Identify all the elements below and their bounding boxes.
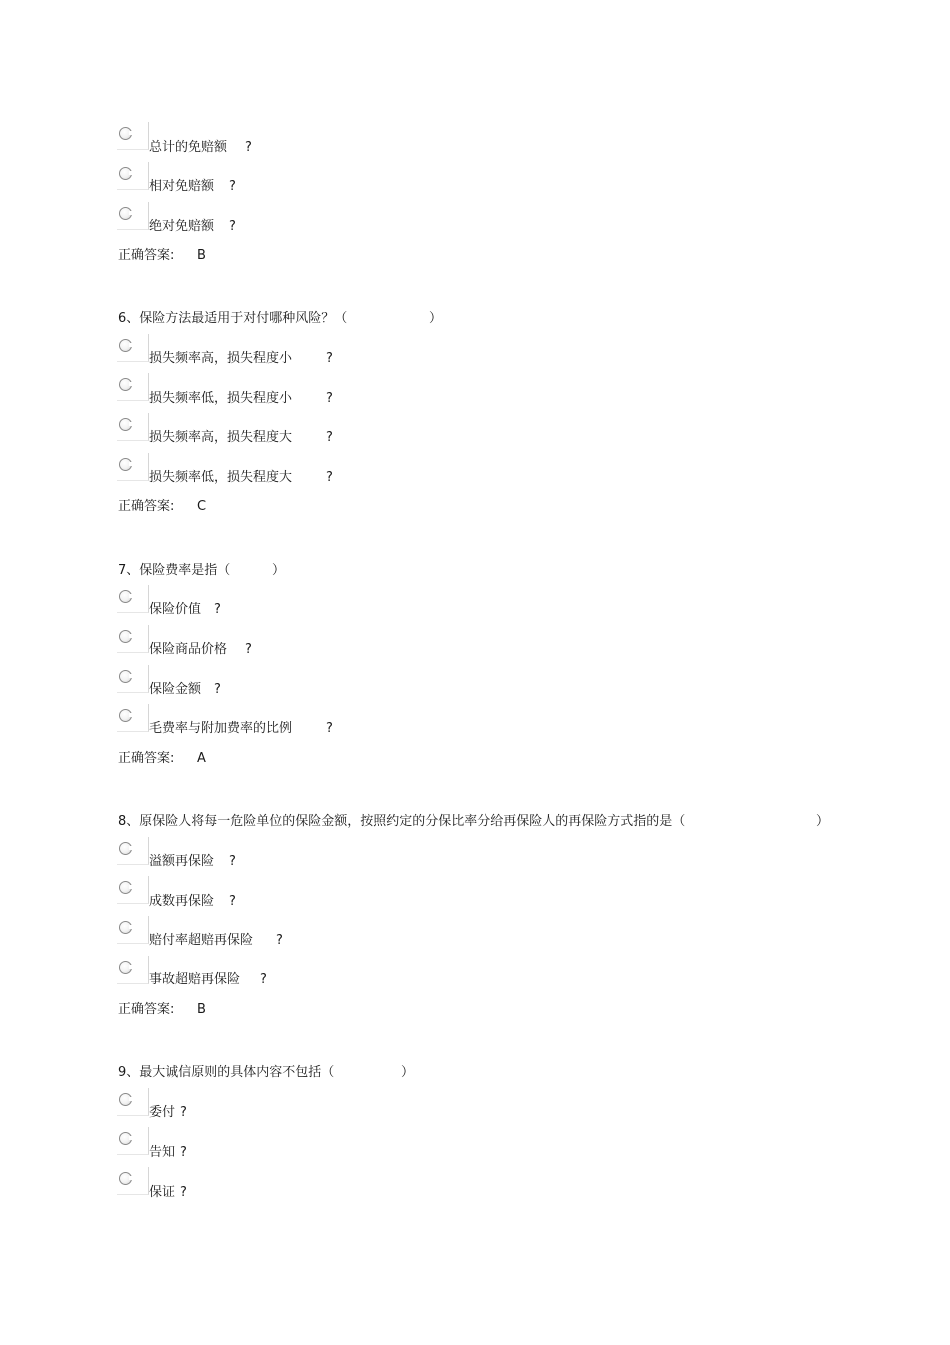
option-text: 损失频率高，损失程度大 (149, 430, 293, 445)
question-close-paren: ） (272, 563, 286, 578)
option-mark: ? (326, 391, 333, 406)
answer-value: B (197, 1002, 206, 1017)
option-radio[interactable] (117, 453, 149, 481)
radio-circle-icon (119, 378, 132, 391)
radio-circle-icon (119, 1132, 132, 1145)
option-text: 总计的免赔额 (149, 140, 228, 155)
option-text: 损失频率低，损失程度小 (149, 391, 293, 406)
option-radio[interactable] (117, 916, 149, 944)
option-mark: ? (180, 1145, 187, 1160)
radio-circle-icon (119, 339, 132, 352)
question-close-paren: ） (816, 814, 830, 829)
option-text: 相对免赔额 (149, 179, 215, 194)
answer-value: B (197, 248, 206, 263)
option-radio[interactable] (117, 413, 149, 441)
option-mark: ? (326, 430, 333, 445)
option-text: 保险价值 (149, 602, 202, 617)
option-text: 绝对免赔额 (149, 219, 215, 234)
answer-value: C (197, 499, 207, 514)
option-text: 事故超赔再保险 (149, 972, 241, 987)
question-text: 6、保险方法最适用于对付哪种风险？（ (118, 311, 348, 326)
radio-circle-icon (119, 167, 132, 180)
radio-circle-icon (119, 418, 132, 431)
radio-circle-icon (119, 1172, 132, 1185)
option-radio[interactable] (117, 202, 149, 230)
radio-circle-icon (119, 1093, 132, 1106)
option-mark: ? (276, 933, 283, 948)
option-mark: ? (180, 1105, 187, 1120)
option-radio[interactable] (117, 625, 149, 653)
option-text: 毛费率与附加费率的比例 (149, 721, 293, 736)
option-text: 成数再保险 (149, 894, 215, 909)
option-radio[interactable] (117, 1088, 149, 1116)
radio-circle-icon (119, 670, 132, 683)
option-mark: ? (229, 854, 236, 869)
radio-circle-icon (119, 842, 132, 855)
answer-label: 正确答案: (118, 248, 175, 263)
option-radio[interactable] (117, 373, 149, 401)
option-radio[interactable] (117, 876, 149, 904)
option-mark: ? (326, 721, 333, 736)
radio-circle-icon (119, 961, 132, 974)
option-radio[interactable] (117, 837, 149, 865)
option-radio[interactable] (117, 585, 149, 613)
radio-circle-icon (119, 630, 132, 643)
option-mark: ? (326, 470, 333, 485)
option-mark: ? (180, 1185, 187, 1200)
answer-label: 正确答案: (118, 499, 175, 514)
option-radio[interactable] (117, 1167, 149, 1195)
option-text: 委付 (149, 1105, 176, 1120)
option-text: 赔付率超赔再保险 (149, 933, 254, 948)
option-radio[interactable] (117, 665, 149, 693)
answer-value: A (197, 751, 206, 766)
option-mark: ? (245, 140, 252, 155)
option-mark: ? (229, 179, 236, 194)
option-text: 损失频率低，损失程度大 (149, 470, 293, 485)
option-mark: ? (260, 972, 267, 987)
radio-circle-icon (119, 921, 132, 934)
option-mark: ? (214, 682, 221, 697)
question-text: 7、保险费率是指（ (118, 563, 231, 578)
option-mark: ? (229, 219, 236, 234)
option-text: 损失频率高，损失程度小 (149, 351, 293, 366)
option-radio[interactable] (117, 162, 149, 190)
option-text: 告知 (149, 1145, 176, 1160)
option-text: 保险商品价格 (149, 642, 228, 657)
answer-label: 正确答案: (118, 751, 175, 766)
option-radio[interactable] (117, 122, 149, 150)
option-mark: ? (326, 351, 333, 366)
radio-circle-icon (119, 709, 132, 722)
radio-circle-icon (119, 127, 132, 140)
option-mark: ? (214, 602, 221, 617)
option-text: 保险金额 (149, 682, 202, 697)
question-close-paren: ） (429, 311, 443, 326)
answer-label: 正确答案: (118, 1002, 175, 1017)
radio-circle-icon (119, 881, 132, 894)
radio-circle-icon (119, 590, 132, 603)
question-text: 9、最大诚信原则的具体内容不包括（ (118, 1065, 335, 1080)
option-radio[interactable] (117, 334, 149, 362)
radio-circle-icon (119, 458, 132, 471)
option-text: 保证 (149, 1185, 176, 1200)
option-text: 溢额再保险 (149, 854, 215, 869)
option-radio[interactable] (117, 1127, 149, 1155)
option-radio[interactable] (117, 704, 149, 732)
option-mark: ? (229, 894, 236, 909)
option-radio[interactable] (117, 956, 149, 984)
option-mark: ? (245, 642, 252, 657)
question-close-paren: ） (401, 1065, 415, 1080)
question-text: 8、原保险人将每一危险单位的保险金额，按照约定的分保比率分给再保险人的再保险方式指的是（ (118, 814, 686, 829)
radio-circle-icon (119, 207, 132, 220)
